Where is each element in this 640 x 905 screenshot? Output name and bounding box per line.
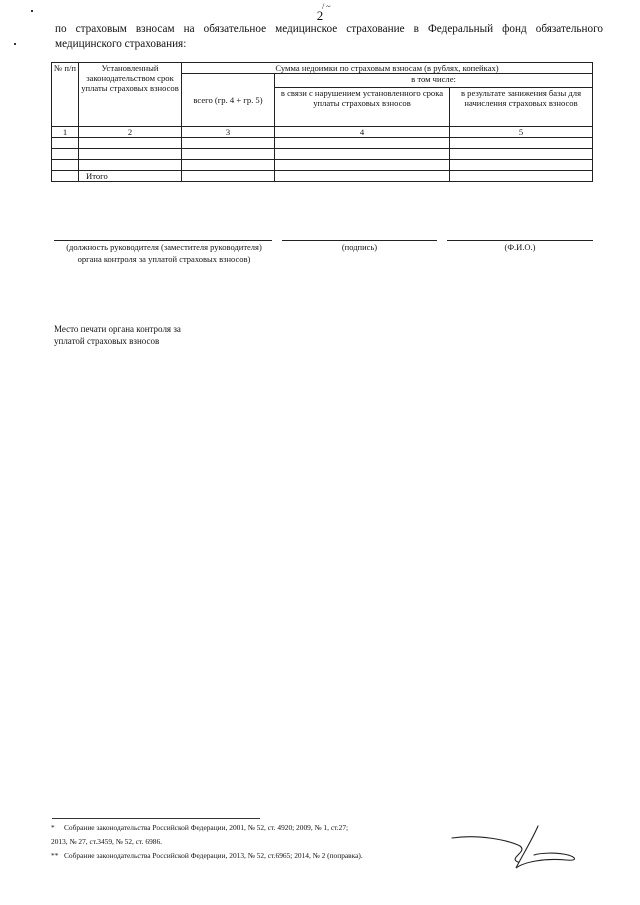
header-understatement: в результате занижения базы для начисления страховых взносов	[450, 88, 593, 127]
header-sum: Сумма недоимки по страховым взносам (в рублях, копейках)	[182, 63, 593, 74]
arrears-table	[51, 62, 593, 182]
footnote-divider	[52, 818, 260, 819]
intro-paragraph: по страховым взносам на обязательное медицинское страхование в Федеральный фонд обязательного медицинского страхования:	[55, 23, 603, 50]
header-total: всего (гр. 4 + гр. 5)	[182, 74, 275, 127]
column-number-row	[52, 127, 593, 138]
table-row	[52, 160, 593, 171]
position-caption: (должность руководителя (заместителя руководителя) органа контроля за уплатой страховых взносов)	[66, 242, 262, 264]
handwritten-signature	[448, 822, 588, 872]
column-number: 4	[275, 127, 450, 138]
seal-place: Место печати органа контроля за уплатой страховых взносов	[54, 324, 181, 346]
column-number: 3	[182, 127, 275, 138]
header-num: № п/п	[52, 63, 79, 127]
table-row	[52, 149, 593, 160]
page-number: 2	[316, 8, 324, 23]
handwritten-mark: / ~	[322, 2, 331, 11]
table-total-row	[52, 171, 593, 182]
name-caption: (Ф.И.О.)	[504, 242, 536, 252]
table-row	[52, 138, 593, 149]
footnote-marker: *	[51, 823, 55, 832]
table-header-row	[52, 63, 593, 74]
scan-speck	[14, 43, 16, 45]
header-violation: в связи с нарушением установленного срока уплаты страховых взносов	[275, 88, 450, 127]
footnote-1-continued: 2013, № 27, ст.3459, № 52, ст. 6986.	[51, 837, 163, 846]
footnote-1: Собрание законодательства Российской Федерации, 2001, № 52, ст. 4920; 2009, № 1, ст.27;	[64, 823, 349, 832]
total-label: Итого	[79, 171, 182, 182]
footnote-marker: **	[51, 851, 59, 860]
header-deadline: Установленный законодательством срок уплаты страховых взносов	[79, 63, 182, 127]
header-including: в том числе:	[275, 74, 593, 88]
scan-speck	[31, 10, 33, 12]
column-number: 2	[79, 127, 182, 138]
footnote-2: Собрание законодательства Российской Федерации, 2013, № 52, ст.6965; 2014, № 2 (поправка).	[64, 851, 363, 860]
column-number: 5	[450, 127, 593, 138]
column-number: 1	[52, 127, 79, 138]
signature-caption: (подпись)	[341, 242, 378, 252]
